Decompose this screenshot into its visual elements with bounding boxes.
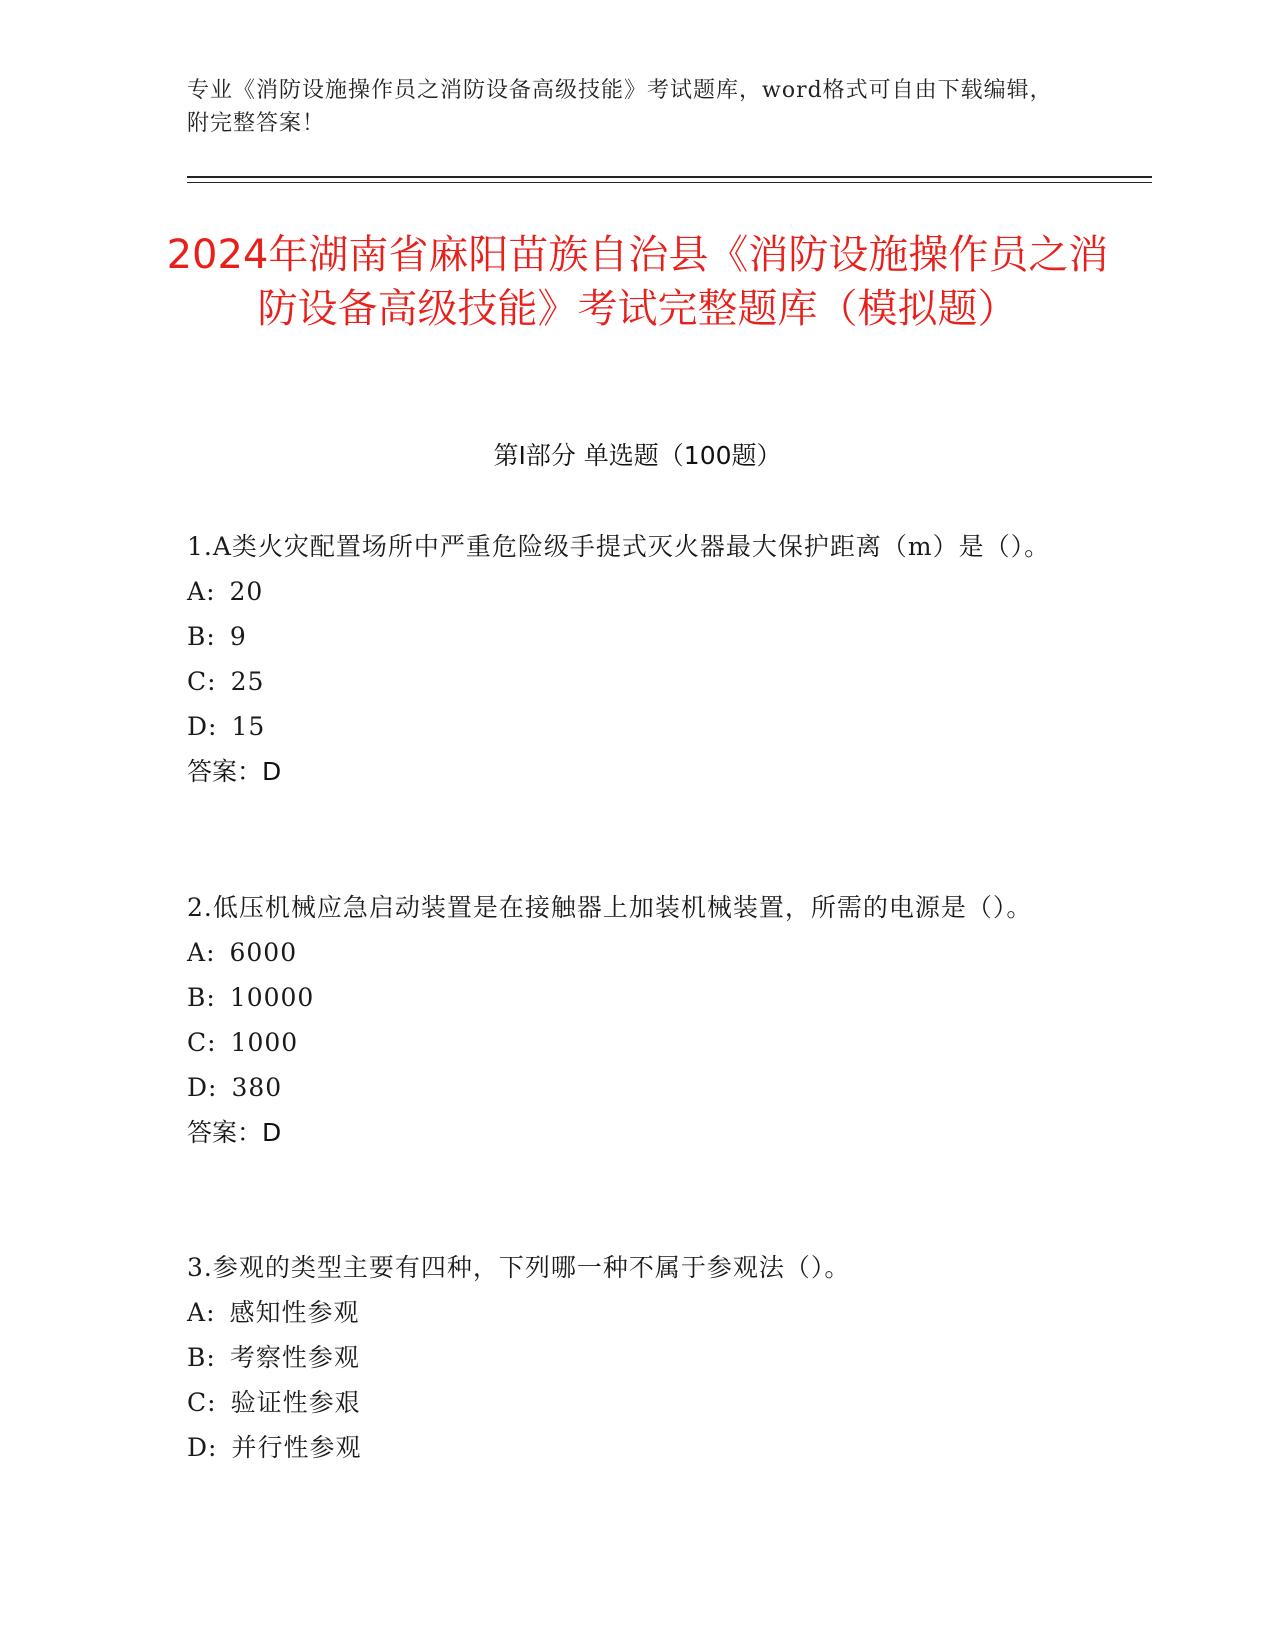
- option-c: [187, 659, 1067, 704]
- option-text: 15: [231, 712, 266, 741]
- option-text: 20: [229, 577, 264, 606]
- option-text: 1000: [230, 1028, 299, 1057]
- answer-line: [187, 749, 1067, 794]
- option-letter: A: [187, 1298, 207, 1327]
- option-letter: D: [187, 1433, 209, 1462]
- answer-label: 答案：: [187, 757, 263, 786]
- option-d: [187, 1065, 1067, 1110]
- option-text: 9: [229, 622, 247, 651]
- option-b: [187, 1335, 1067, 1380]
- option-text: 并行性参观: [231, 1433, 362, 1462]
- option-c: [187, 1380, 1067, 1425]
- option-separator: :: [207, 1028, 217, 1057]
- option-letter: A: [187, 577, 207, 606]
- header-divider-thin: [187, 182, 1152, 183]
- header-divider-thick: [187, 176, 1152, 178]
- option-separator: :: [206, 983, 216, 1012]
- document-title: 2024年湖南省麻阳苗族自治县《消防设施操作员之消防设备高级技能》考试完整题库（模拟题）: [166, 232, 1109, 332]
- answer-value: D: [262, 757, 282, 786]
- option-b: [187, 975, 1067, 1020]
- option-separator: :: [206, 1343, 216, 1372]
- option-d: [187, 1425, 1067, 1470]
- option-d: [187, 704, 1067, 749]
- answer-value: D: [262, 1118, 282, 1147]
- option-letter: C: [187, 1388, 208, 1417]
- option-separator: :: [206, 622, 216, 651]
- answer-line: [187, 1110, 1067, 1155]
- option-separator: :: [206, 938, 216, 967]
- option-separator: :: [206, 1298, 216, 1327]
- header-note: 专业《消防设施操作员之消防设备高级技能》考试题库，word格式可自由下载编辑，附完整答案！: [187, 78, 1053, 136]
- option-b: [187, 614, 1067, 659]
- option-separator: :: [208, 1073, 218, 1102]
- option-letter: D: [187, 712, 209, 741]
- option-text: 6000: [229, 938, 298, 967]
- option-separator: :: [208, 712, 218, 741]
- option-text: 10000: [229, 983, 315, 1012]
- question-1: [187, 524, 1067, 794]
- option-text: 380: [231, 1073, 283, 1102]
- option-separator: :: [206, 577, 216, 606]
- option-text: 25: [230, 667, 265, 696]
- option-letter: B: [187, 622, 207, 651]
- question-stem: 3.参观的类型主要有四种，下列哪一种不属于参观法（）。: [187, 1253, 851, 1282]
- question-stem: 2.低压机械应急启动装置是在接触器上加装机械装置，所需的电源是（）。: [187, 893, 1033, 922]
- option-separator: :: [208, 1433, 218, 1462]
- option-letter: B: [187, 1343, 207, 1372]
- option-a: [187, 569, 1067, 614]
- option-a: [187, 930, 1067, 975]
- question-2: [187, 885, 1067, 1155]
- option-letter: B: [187, 983, 207, 1012]
- option-text: 验证性参艰: [230, 1388, 361, 1417]
- option-text: 考察性参观: [229, 1343, 360, 1372]
- option-text: 感知性参观: [229, 1298, 360, 1327]
- option-a: [187, 1290, 1067, 1335]
- option-letter: C: [187, 1028, 208, 1057]
- option-separator: :: [207, 667, 217, 696]
- option-letter: D: [187, 1073, 209, 1102]
- section-heading: 第Ⅰ部分 单选题（100题）: [493, 441, 782, 470]
- question-stem: 1.A类火灾配置场所中严重危险级手提式灭火器最大保护距离（m）是（）。: [187, 532, 1051, 561]
- answer-label: 答案：: [187, 1118, 263, 1147]
- option-letter: A: [187, 938, 207, 967]
- question-3: [187, 1245, 1067, 1470]
- option-c: [187, 1020, 1067, 1065]
- option-separator: :: [207, 1388, 217, 1417]
- option-letter: C: [187, 667, 208, 696]
